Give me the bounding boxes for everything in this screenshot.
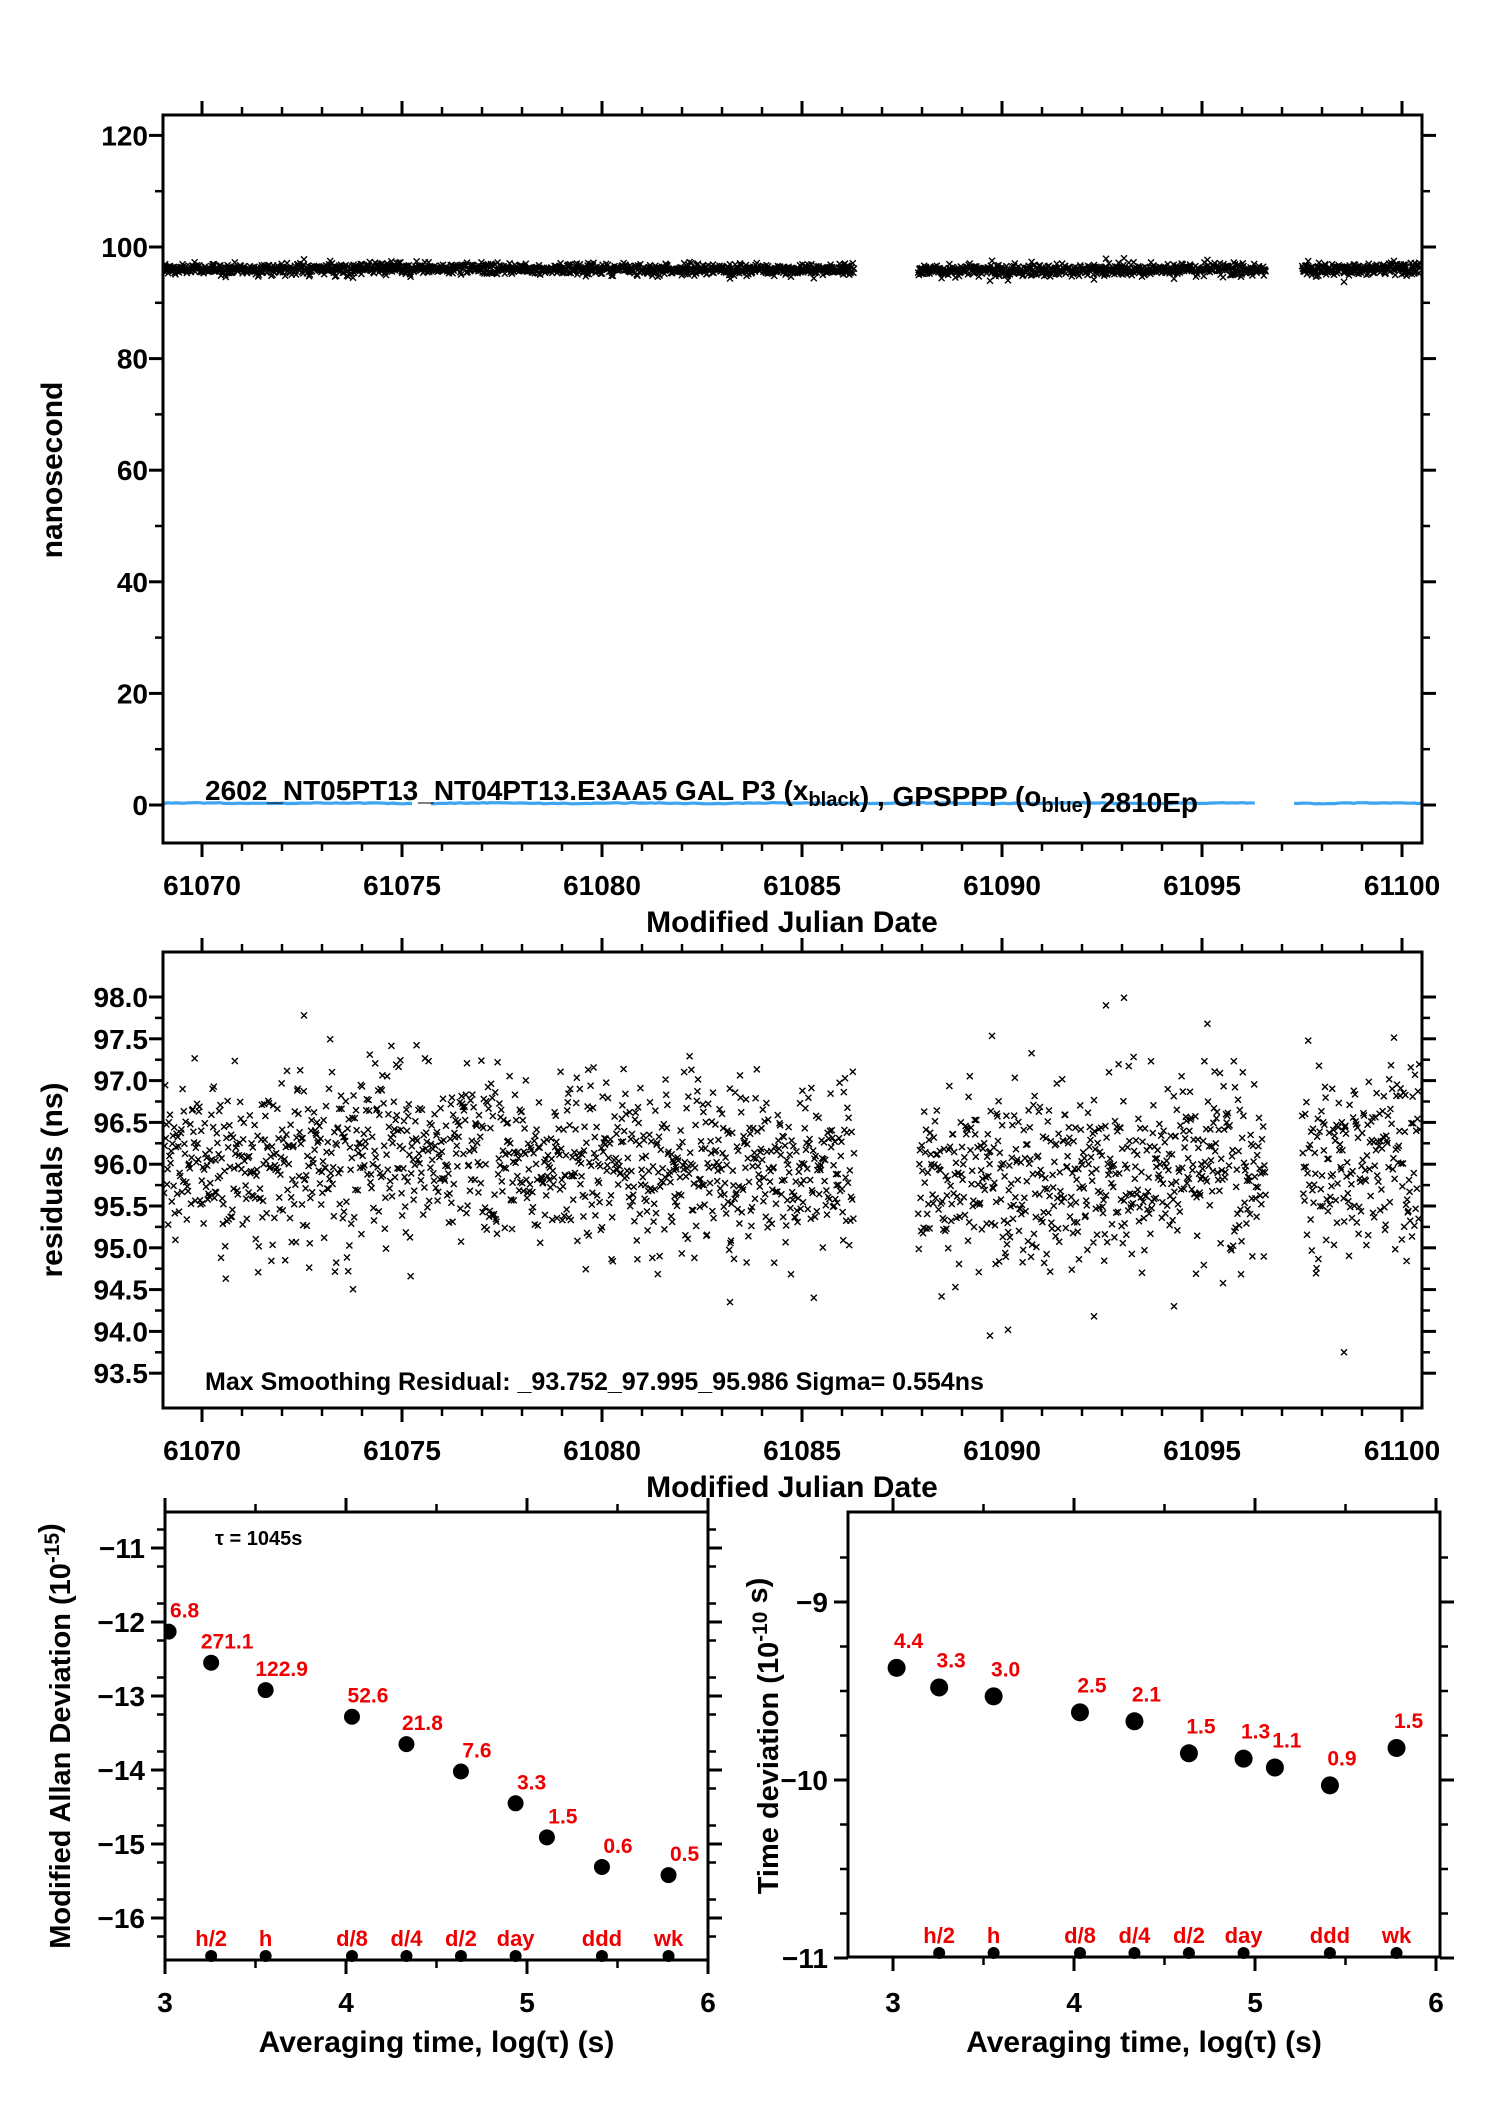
tau-marker-dot xyxy=(933,1947,945,1959)
mdev-point xyxy=(594,1859,610,1875)
mdev-point xyxy=(453,1763,469,1779)
y-tick-label: −12 xyxy=(97,1607,145,1638)
y-tick-label: −14 xyxy=(97,1755,145,1786)
tau-marker-label: d/2 xyxy=(1173,1923,1205,1948)
tau-marker-label: d/4 xyxy=(390,1926,423,1951)
mdev-value-label: 1.5 xyxy=(548,1805,578,1829)
y-tick-label: −11 xyxy=(99,1533,145,1564)
x-tick-label: 61100 xyxy=(1363,870,1441,901)
x-tick-label: 61075 xyxy=(363,1435,441,1466)
plot-title: 2602_NT05PT13_NT04PT13.E3AA5 GAL P3 $(x_{black})$ , GPSPPP $(o_{blue})$ 2810Ep xyxy=(205,775,1199,818)
mdev-point xyxy=(398,1736,414,1752)
tau-marker-dot xyxy=(988,1947,1000,1959)
tdev-value-label: 1.5 xyxy=(1186,1715,1216,1739)
x-tick-label: 61095 xyxy=(1163,1435,1241,1466)
y-tick-label: 96.0 xyxy=(93,1149,148,1181)
tau-marker-label: day xyxy=(1224,1923,1263,1948)
x-tick-label: 6 xyxy=(1428,1987,1444,2018)
x-tick-label: 61075 xyxy=(363,870,441,901)
tau-marker-label: h/2 xyxy=(195,1926,228,1951)
x-tick-label: 61085 xyxy=(763,870,841,901)
x-tick-label: 61090 xyxy=(963,1435,1041,1466)
y-tick-label: −13 xyxy=(97,1681,145,1712)
tau-marker-dot xyxy=(1074,1947,1086,1959)
tdev-value-label: 2.5 xyxy=(1077,1674,1107,1698)
tau-marker-label: wk xyxy=(653,1926,684,1951)
tau-annotation: τ = 1045s xyxy=(215,1528,303,1550)
residuals-data xyxy=(161,995,1423,1356)
y-tick-label: 100 xyxy=(101,232,148,263)
tdev-point xyxy=(888,1659,906,1677)
tdev-point xyxy=(1321,1776,1339,1794)
tdev-point xyxy=(1071,1703,1089,1721)
y-tick-label: −10 xyxy=(780,1765,828,1796)
tau-marker-dot xyxy=(346,1950,358,1962)
y-tick-label: 0 xyxy=(132,790,148,821)
residual-markers xyxy=(161,995,1423,1356)
tdev-point xyxy=(930,1678,948,1696)
tau-marker-dot xyxy=(596,1950,608,1962)
tdev-point xyxy=(1388,1739,1406,1757)
x-tick-label: 61080 xyxy=(563,1435,641,1466)
mdev-value-label: 21.8 xyxy=(402,1712,443,1736)
tdev-point xyxy=(985,1687,1003,1705)
y-tick-label: 95.0 xyxy=(93,1232,148,1264)
y-tick-label: 80 xyxy=(116,343,148,375)
tdev-value-label: 1.1 xyxy=(1272,1729,1302,1753)
mdev-point xyxy=(539,1829,555,1845)
tau-marker-dot xyxy=(1238,1947,1250,1959)
x-axis-title: Averaging time, log(τ) (s) xyxy=(258,2026,615,2059)
tau-marker-label: day xyxy=(496,1926,535,1951)
tau-marker-label: d/8 xyxy=(336,1926,368,1951)
tau-marker-label: h xyxy=(986,1923,1001,1948)
mdev-value-label: 122.9 xyxy=(255,1658,308,1682)
top-panel xyxy=(36,101,1440,939)
tdev-point xyxy=(1125,1712,1143,1730)
x-tick-label: 61070 xyxy=(163,1435,241,1466)
tdev-point xyxy=(1266,1759,1284,1777)
y-tick-label: 20 xyxy=(116,678,148,710)
tau-marker-dot xyxy=(1391,1947,1403,1959)
x-tick-label: 61085 xyxy=(763,1435,841,1466)
x-tick-label: 61095 xyxy=(1163,870,1241,901)
y-tick-label: −15 xyxy=(97,1829,145,1860)
mdev-value-label: 3.3 xyxy=(516,1771,547,1795)
y-tick-label: 40 xyxy=(116,566,148,598)
tdev-point xyxy=(1180,1744,1198,1762)
x-tick-label: 4 xyxy=(338,1987,354,2018)
y-tick-label: 60 xyxy=(116,455,148,487)
y-tick-label: 98.0 xyxy=(93,982,148,1013)
y-tick-label: 97.0 xyxy=(93,1065,148,1097)
y-tick-label: −16 xyxy=(97,1903,145,1934)
tau-marker-dot xyxy=(510,1950,522,1962)
mdev-point xyxy=(203,1655,219,1671)
mdev-value-label: 271.1 xyxy=(200,1630,254,1654)
y-tick-label: 96.5 xyxy=(93,1107,148,1139)
mdev-value-label: 6.8 xyxy=(170,1599,200,1623)
tau-marker-dot xyxy=(400,1950,412,1962)
y-axis-title: residuals (ns) xyxy=(36,1082,69,1278)
x-tick-label: 3 xyxy=(157,1987,173,2018)
x-tick-label: 61080 xyxy=(563,870,641,901)
tdev-panel xyxy=(742,1498,1454,2059)
x-tick-label: 6 xyxy=(700,1987,716,2018)
residuals-panel xyxy=(36,938,1440,1504)
x-tick-label: 5 xyxy=(1247,1987,1263,2018)
x-tick-label: 61100 xyxy=(1363,1435,1441,1466)
tau-marker-dot xyxy=(455,1950,467,1962)
y-tick-label: 120 xyxy=(101,120,148,152)
x-axis-title: Modified Julian Date xyxy=(646,1471,938,1504)
x-axis-title: Modified Julian Date xyxy=(646,906,938,939)
mdev-point xyxy=(344,1709,360,1725)
residual-annotation: Max Smoothing Residual: _93.752_97.995_95.986 Sigma= 0.554ns xyxy=(205,1368,984,1396)
x-tick-label: 61070 xyxy=(163,870,241,901)
top-panel-data xyxy=(161,255,1423,804)
tau-marker-dot xyxy=(1183,1947,1195,1959)
tdev-value-label: 2.1 xyxy=(1131,1683,1162,1707)
gpsppp-line xyxy=(1294,803,1422,804)
y-tick-label: −9 xyxy=(796,1587,828,1618)
tdev-value-label: 4.4 xyxy=(894,1629,924,1653)
tdev-value-label: 1.5 xyxy=(1393,1709,1424,1733)
tau-marker-label: h xyxy=(258,1926,273,1951)
y-tick-label: 94.5 xyxy=(93,1274,148,1306)
mdev-point xyxy=(508,1795,524,1811)
tau-marker-label: h/2 xyxy=(923,1923,956,1948)
tau-marker-label: d/8 xyxy=(1064,1923,1096,1948)
tdev-value-label: 3.0 xyxy=(991,1658,1021,1682)
y-axis-title: nanosecond xyxy=(36,381,69,559)
tau-marker-label: d/2 xyxy=(445,1926,477,1951)
mdev-value-label: 52.6 xyxy=(347,1684,389,1708)
tau-marker-dot xyxy=(205,1950,217,1962)
mdev-point xyxy=(258,1682,274,1698)
galp3-markers xyxy=(161,255,1423,285)
tdev-value-label: 0.9 xyxy=(1327,1747,1357,1771)
tau-marker-dot xyxy=(663,1950,675,1962)
tau-marker-label: d/4 xyxy=(1118,1923,1151,1948)
tdev-value-label: 1.3 xyxy=(1240,1720,1271,1744)
tau-marker-dot xyxy=(260,1950,272,1962)
mdev-value-label: 0.6 xyxy=(603,1834,633,1858)
mdev-value-label: 0.5 xyxy=(669,1843,700,1867)
mdev-value-label: 7.6 xyxy=(462,1739,492,1763)
x-tick-label: 5 xyxy=(519,1987,535,2018)
y-tick-label: 95.5 xyxy=(93,1191,148,1222)
y-tick-label: −11 xyxy=(782,1943,828,1974)
y-tick-label: 93.5 xyxy=(93,1358,148,1390)
x-axis-title: Averaging time, log(τ) (s) xyxy=(966,2026,1322,2059)
tdev-value-label: 3.3 xyxy=(936,1649,966,1673)
tau-marker-dot xyxy=(1128,1947,1140,1959)
x-tick-label: 61090 xyxy=(963,870,1041,901)
tau-marker-label: ddd xyxy=(581,1926,623,1951)
x-tick-label: 4 xyxy=(1066,1987,1082,2018)
mdev-point xyxy=(161,1624,177,1640)
tau-marker-label: wk xyxy=(1381,1923,1412,1948)
tau-marker-dot xyxy=(1324,1947,1336,1959)
x-tick-label: 3 xyxy=(885,1987,901,2018)
mdev-point xyxy=(661,1867,677,1883)
y-axis-title: Modified Allan Deviation $(10^{-15})$ xyxy=(34,1523,77,1949)
tau-marker-label: ddd xyxy=(1309,1923,1351,1948)
y-tick-label: 97.5 xyxy=(93,1023,148,1055)
mdev-panel xyxy=(34,1498,722,2059)
tdev-point xyxy=(1235,1750,1253,1768)
y-tick-label: 94.0 xyxy=(93,1316,148,1348)
y-axis-title: Time deviation ($10^{-10}$ s) xyxy=(742,1577,785,1895)
